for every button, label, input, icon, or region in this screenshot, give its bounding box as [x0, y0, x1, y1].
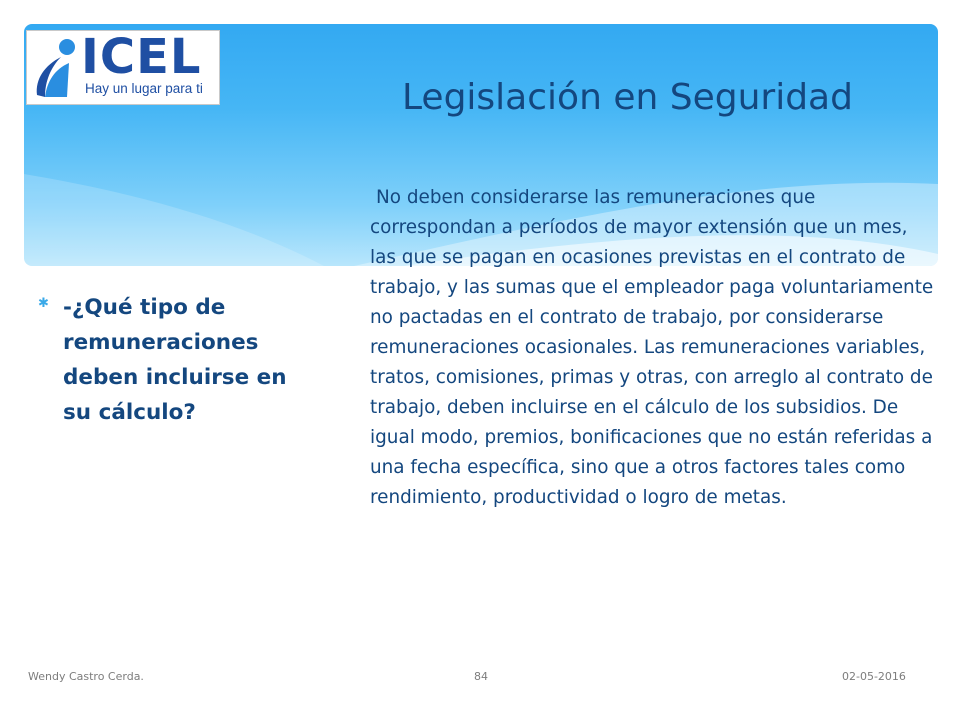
- question-text: -¿Qué tipo de remuneraciones deben incluirse en su cálculo?: [63, 295, 287, 425]
- asterisk-bullet-icon: ✱: [38, 296, 49, 311]
- logo-brand: ICEL: [81, 29, 202, 85]
- footer-author: Wendy Castro Cerda.: [28, 670, 144, 683]
- person-swoosh-logo-icon: [31, 35, 81, 101]
- body-paragraph: No deben considerarse las remuneraciones que correspondan a períodos de mayor extensión que un mes, las que se pagan en ocasiones previstas en el contrato de trabajo, y las sumas que el empleador paga voluntariamente no pactadas en el contrato de trabajo, por considerarse remuneraciones ocasionales. Las remuneraciones variables, tratos, comisiones, primas y otras, con arreglo al contrato de trabajo, deben incluirse en el cálculo de los subsidios. De igual modo, premios, bonificaciones que no están referidas a una fecha específica, sino que a otros factores tales como rendimiento, productividad o logro de metas.: [370, 187, 934, 508]
- logo-tagline: Hay un lugar para ti: [85, 81, 203, 96]
- logo: [26, 30, 220, 105]
- slide-title: Legislación en Seguridad: [402, 77, 853, 118]
- footer-date: 02-05-2016: [842, 670, 906, 683]
- footer-page-number: 84: [474, 670, 488, 683]
